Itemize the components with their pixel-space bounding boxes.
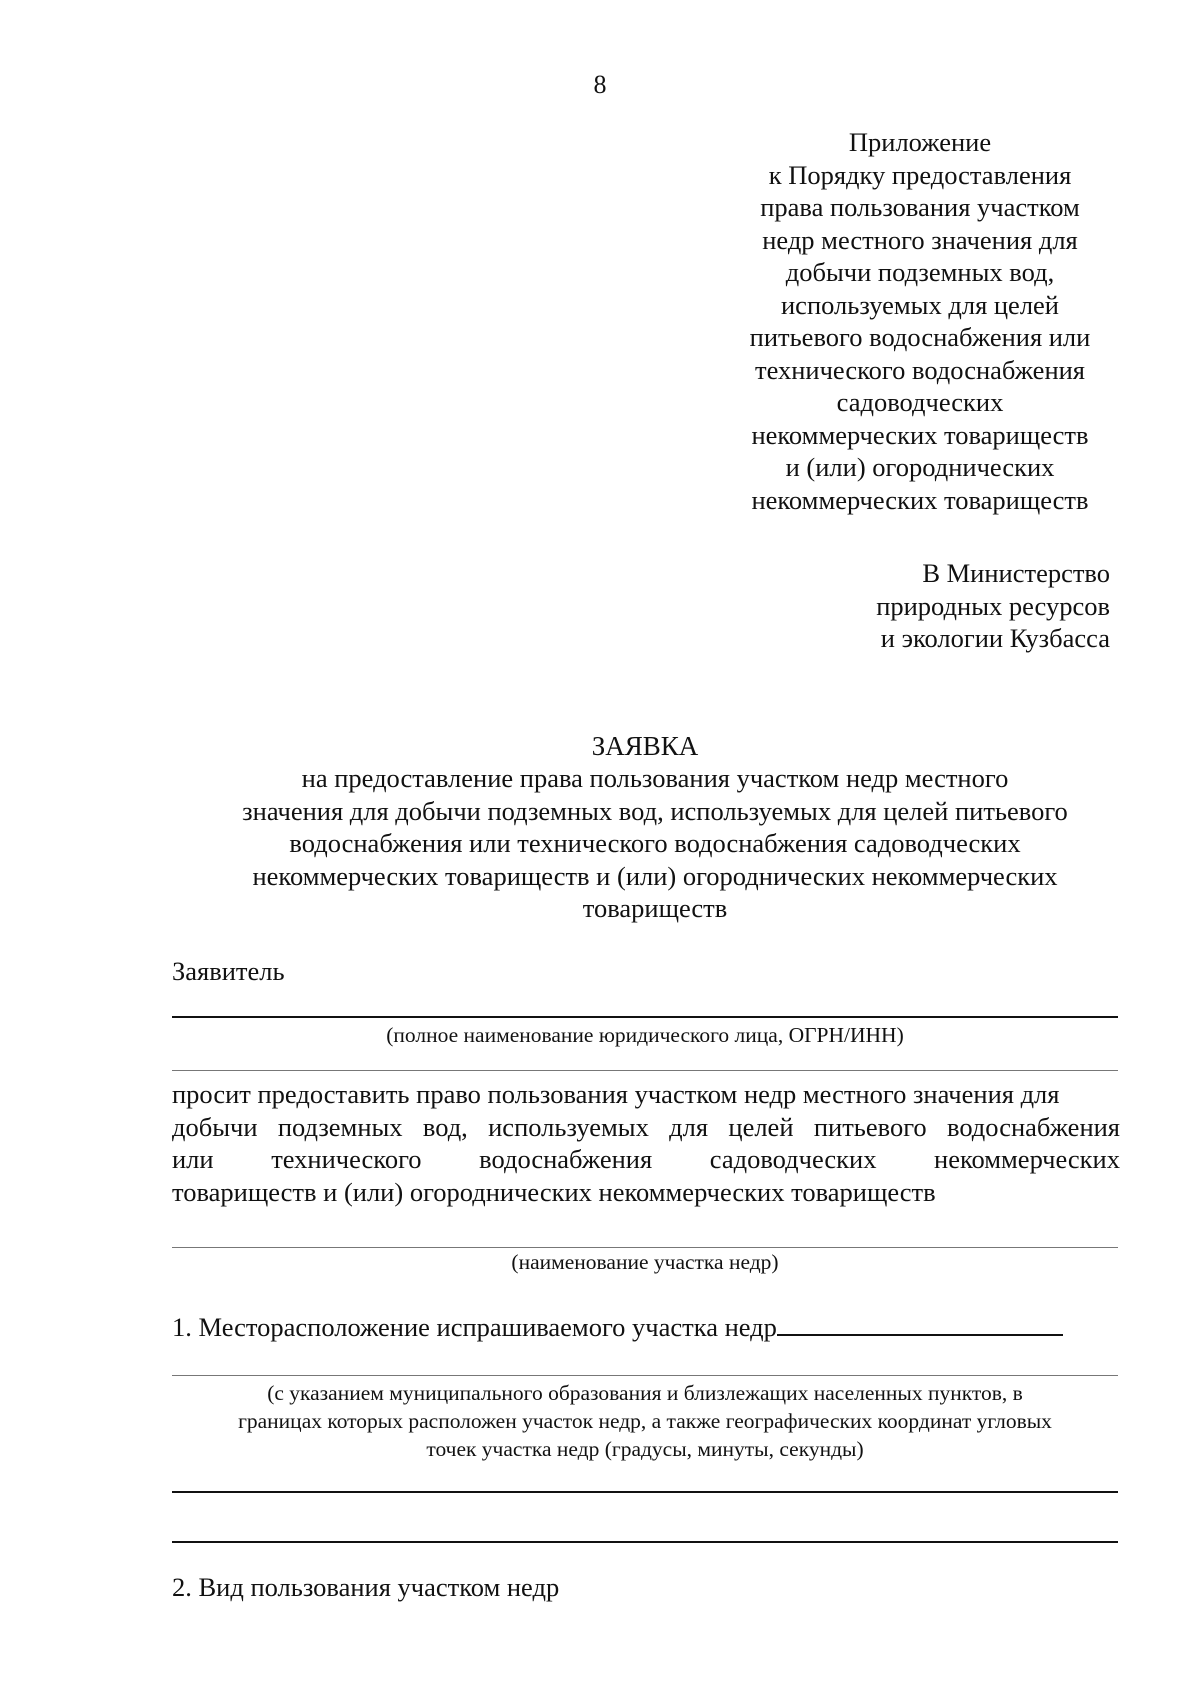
request-word: добычи xyxy=(172,1111,258,1142)
request-line-2 xyxy=(172,1111,1120,1144)
request-line-4 xyxy=(172,1176,1120,1209)
applicant-label: Заявитель xyxy=(172,956,285,986)
appendix-line: садоводческих xyxy=(836,387,1004,417)
appendix-line: Приложение xyxy=(848,127,992,157)
request-word: целей xyxy=(728,1111,794,1142)
appendix-line: некоммерческих товариществ xyxy=(751,484,1089,515)
appendix-line: права пользования участком xyxy=(760,192,1080,222)
request-word: водоснабжения xyxy=(946,1111,1120,1142)
location-extra-field-1[interactable] xyxy=(172,1491,1118,1493)
appendix-line: некоммерческих товариществ xyxy=(751,419,1089,450)
applicant-name-field[interactable] xyxy=(172,1016,1118,1018)
appendix-line: недр местного значения для xyxy=(762,224,1078,255)
subtitle-line: товариществ xyxy=(582,893,728,923)
appendix-header xyxy=(720,126,1120,516)
applicant-caption: (полное наименование юридического лица, ОГРН/ИНН) xyxy=(386,1023,904,1047)
section2-label: 2. Вид пользования участком недр xyxy=(172,1572,560,1602)
page-number: 8 xyxy=(593,70,607,99)
location-caption-line: точек участка недр (градусы, минуты, секунды) xyxy=(426,1437,864,1461)
application-subtitle xyxy=(175,762,1135,925)
request-paragraph xyxy=(172,1078,1120,1208)
location-field[interactable] xyxy=(172,1375,1118,1376)
appendix-line: технического водоснабжения xyxy=(755,354,1085,385)
location-caption-line: границах которых расположен участок недр, а также географических координат угловых xyxy=(238,1409,1052,1433)
subtitle-line: водоснабжения или технического водоснабжения садоводческих xyxy=(289,828,1021,858)
request-word: технического xyxy=(271,1144,422,1174)
request-line-3 xyxy=(172,1143,1120,1176)
request-word: товариществ и (или) огороднических некоммерческих товариществ xyxy=(172,1176,936,1207)
plot-name-caption: (наименование участка недр) xyxy=(511,1250,779,1274)
subtitle-line: на предоставление права пользования участком недр местного xyxy=(301,763,1009,793)
location-inline-field[interactable] xyxy=(777,1310,1063,1336)
request-word: для xyxy=(669,1111,709,1142)
request-word: подземных xyxy=(277,1111,403,1142)
request-word: садоводческих xyxy=(709,1144,877,1174)
addressee-block xyxy=(700,557,1110,655)
subtitle-line: значения для добычи подземных вод, используемых для целей питьевого xyxy=(242,795,1068,826)
appendix-line: питьевого водоснабжения или xyxy=(749,322,1091,352)
request-line-1 xyxy=(172,1078,1120,1111)
request-word: или xyxy=(172,1144,214,1174)
request-word: используемых xyxy=(488,1111,649,1142)
request-word: водоснабжения xyxy=(479,1144,653,1174)
addressee-line: природных ресурсов xyxy=(876,590,1110,621)
applicant-extra-field[interactable] xyxy=(172,1070,1118,1071)
application-title: ЗАЯВКА xyxy=(591,731,699,761)
section1-label xyxy=(172,1310,1063,1344)
location-caption-line: (с указанием муниципального образования и близлежащих населенных пунктов, в xyxy=(267,1381,1023,1405)
subtitle-line: некоммерческих товариществ и (или) огороднических некоммерческих xyxy=(252,860,1058,891)
appendix-line: и (или) огороднических xyxy=(785,452,1055,482)
location-extra-field-2[interactable] xyxy=(172,1541,1118,1543)
section1-label-text: 1. Месторасположение испрашиваемого участка недр xyxy=(172,1312,777,1342)
addressee-line: В Министерство xyxy=(922,558,1110,588)
request-word: просит предоставить право пользования участком недр местного значения для xyxy=(172,1079,1060,1109)
location-caption xyxy=(172,1379,1118,1463)
request-word: питьевого xyxy=(813,1111,927,1142)
appendix-line: к Порядку предоставления xyxy=(768,159,1072,190)
request-word: некоммерческих xyxy=(934,1144,1120,1174)
appendix-line: используемых для целей xyxy=(781,289,1059,320)
addressee-line: и экологии Кузбасса xyxy=(880,623,1110,653)
request-word: вод, xyxy=(422,1111,468,1142)
appendix-line: добычи подземных вод, xyxy=(785,257,1055,287)
